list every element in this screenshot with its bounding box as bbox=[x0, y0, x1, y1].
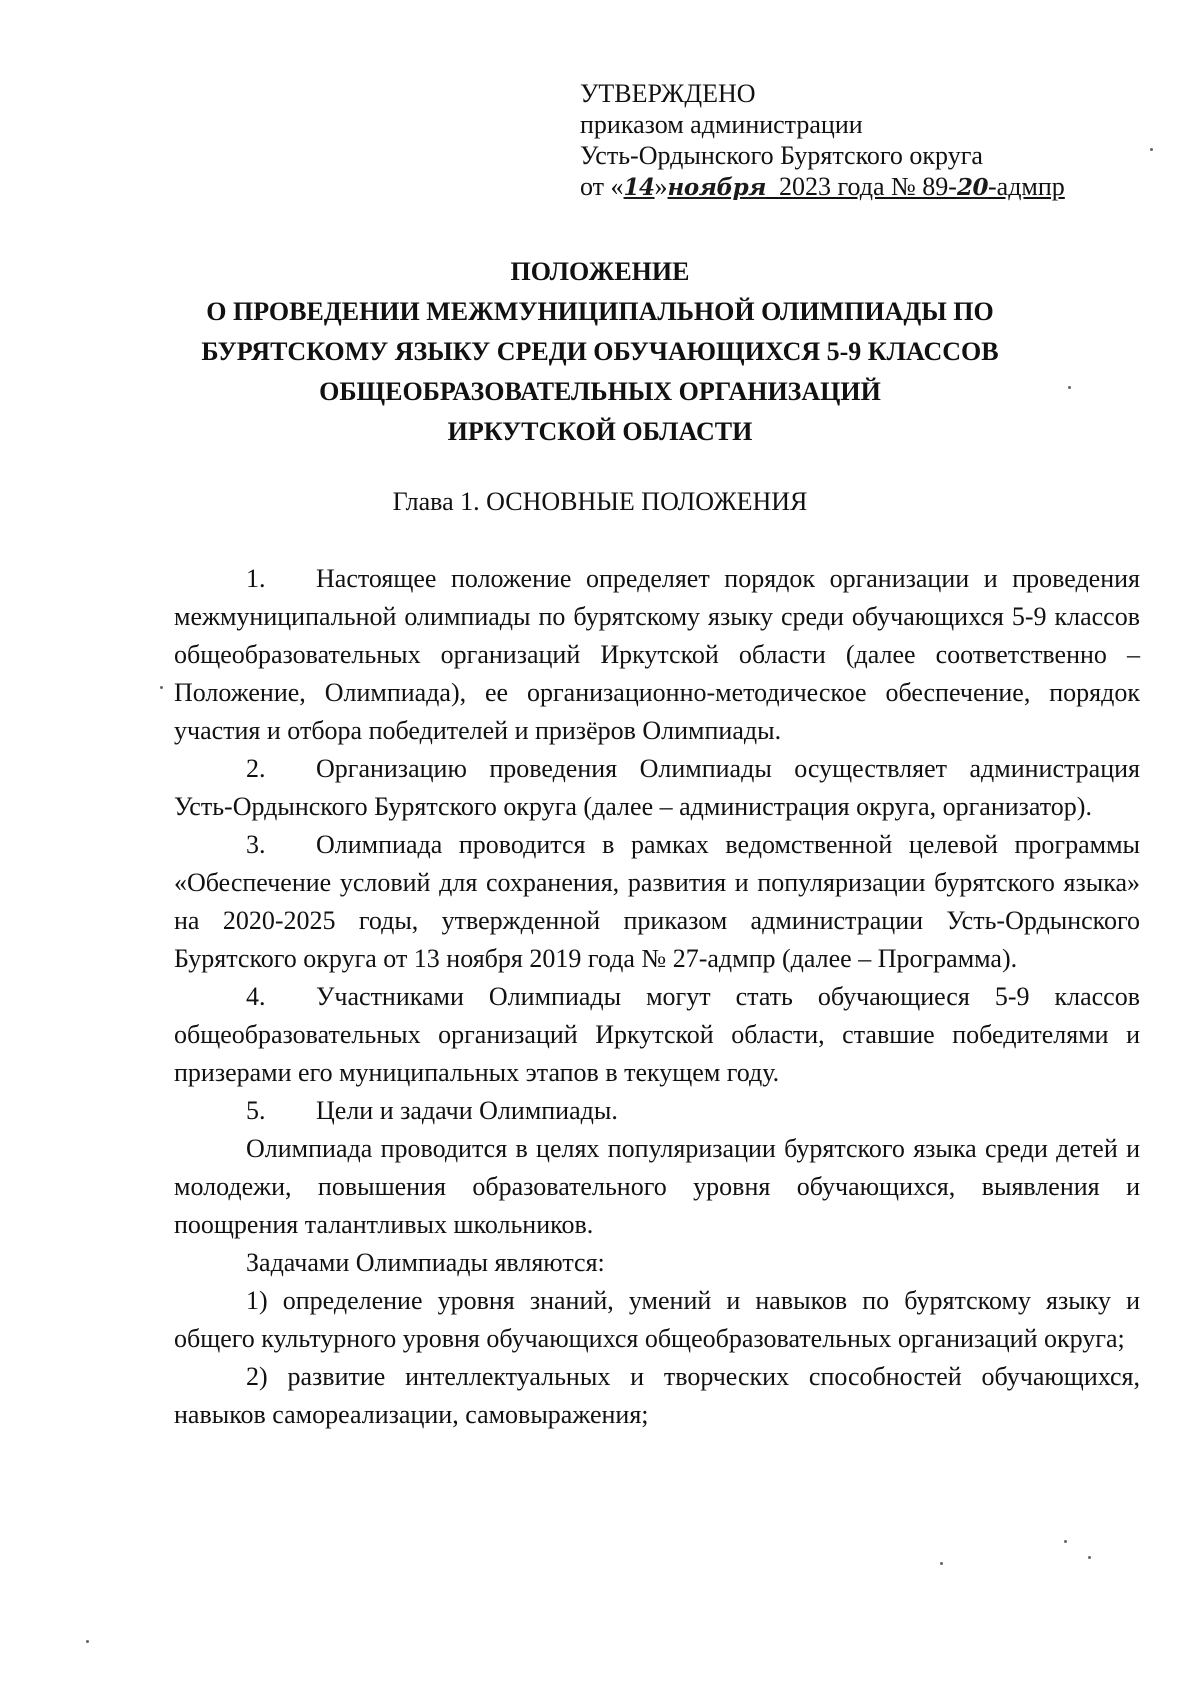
paragraph-2 bbox=[174, 750, 1140, 826]
scan-speck bbox=[160, 686, 163, 689]
title-line-3: БУРЯТСКОМУ ЯЗЫКУ СРЕДИ ОБУЧАЮЩИХСЯ 5-9 КЛАССОВ bbox=[201, 337, 999, 366]
paragraph-number: 2. bbox=[246, 754, 266, 783]
paragraph-number: 5. bbox=[246, 1096, 266, 1125]
approval-date-line bbox=[580, 171, 1065, 203]
paragraph-number: 3. bbox=[246, 830, 266, 859]
handwritten-order-number: 20 bbox=[956, 174, 988, 201]
paragraph-goals: Олимпиада проводится в целях популяризации бурятского языка среди детей и молодежи, повышения образовательного уровня обучающихся, выявления и поощрения талантливых школьников. bbox=[174, 1134, 1140, 1239]
scan-speck bbox=[940, 1562, 943, 1565]
paragraph-4 bbox=[174, 978, 1140, 1092]
paragraph-number: 4. bbox=[246, 982, 266, 1011]
paragraph-text: Настоящее положение определяет порядок организации и проведения межмуниципальной олимпиады по бурятскому языку среди обучающихся 5-9 классов общеобразовательных организаций Иркутской области (далее соответственно – Положение, Олимпиада), ее организационно-методическое обеспечение, порядок участия и отбора победителей и призёров Олимпиады. bbox=[174, 564, 1140, 745]
document-body bbox=[174, 560, 1140, 1434]
handwritten-month: ноября bbox=[667, 174, 766, 201]
scan-speck bbox=[1150, 148, 1153, 151]
title-line-5: ИРКУТСКОЙ ОБЛАСТИ bbox=[447, 417, 753, 446]
paragraph-task-2: 2) развитие интеллектуальных и творческих способностей обучающихся, навыков самореализации, самовыражения; bbox=[174, 1362, 1140, 1429]
scan-speck bbox=[1064, 1540, 1067, 1543]
paragraph-1 bbox=[174, 560, 1140, 750]
approval-authority-line: Усть-Ордынского Бурятского округа bbox=[580, 141, 983, 170]
paragraph-tasks-intro: Задачами Олимпиады являются: bbox=[246, 1248, 605, 1277]
chapter-heading: Глава 1. ОСНОВНЫЕ ПОЛОЖЕНИЯ bbox=[392, 487, 808, 516]
paragraph-3 bbox=[174, 826, 1140, 978]
scan-speck bbox=[1088, 1556, 1091, 1559]
paragraph-number: 1. bbox=[246, 564, 266, 593]
date-prefix: от « bbox=[580, 172, 624, 201]
paragraph-5 bbox=[174, 1092, 1140, 1130]
paragraph-text: Организацию проведения Олимпиады осуществляет администрация Усть-Ордынского Бурятского округа (далее – администрация округа, организатор). bbox=[174, 754, 1140, 821]
approval-stamp bbox=[580, 78, 1065, 203]
handwritten-day: 14 bbox=[623, 174, 655, 201]
title-line-2: О ПРОВЕДЕНИИ МЕЖМУНИЦИПАЛЬНОЙ ОЛИМПИАДЫ ПО bbox=[206, 297, 994, 326]
paragraph-task-1: 1) определение уровня знаний, умений и навыков по бурятскому языку и общего культурного уровня обучающихся общеобразовательных организаций округа; bbox=[174, 1286, 1140, 1353]
scan-speck bbox=[86, 1640, 89, 1643]
title-line-1: ПОЛОЖЕНИЕ bbox=[510, 257, 690, 286]
paragraph-text: Олимпиада проводится в рамках ведомственной целевой программы «Обеспечение условий для сохранения, развития и популяризации бурятского языка» на 2020-2025 годы, утвержденной приказом администрации Усть-Ордынского Бурятского округа от 13 ноября 2019 года № 27-адмпр (далее – Программа). bbox=[174, 830, 1140, 973]
paragraph-text: Цели и задачи Олимпиады. bbox=[316, 1096, 618, 1125]
approval-heading: УТВЕРЖДЕНО bbox=[580, 79, 756, 108]
title-line-4: ОБЩЕОБРАЗОВАТЕЛЬНЫХ ОРГАНИЗАЦИЙ bbox=[319, 377, 881, 406]
scan-speck bbox=[1068, 386, 1071, 389]
document-title bbox=[150, 252, 1050, 452]
date-close-quote: » bbox=[654, 172, 668, 201]
date-year: 2023 года № 89- bbox=[778, 172, 957, 201]
approval-order-line: приказом администрации bbox=[580, 110, 863, 139]
order-suffix: -адмпр bbox=[988, 172, 1065, 201]
paragraph-text: Участниками Олимпиады могут стать обучающиеся 5-9 классов общеобразовательных организаций Иркутской области, ставшие победителями и призерами его муниципальных этапов в текущем году. bbox=[174, 982, 1140, 1087]
